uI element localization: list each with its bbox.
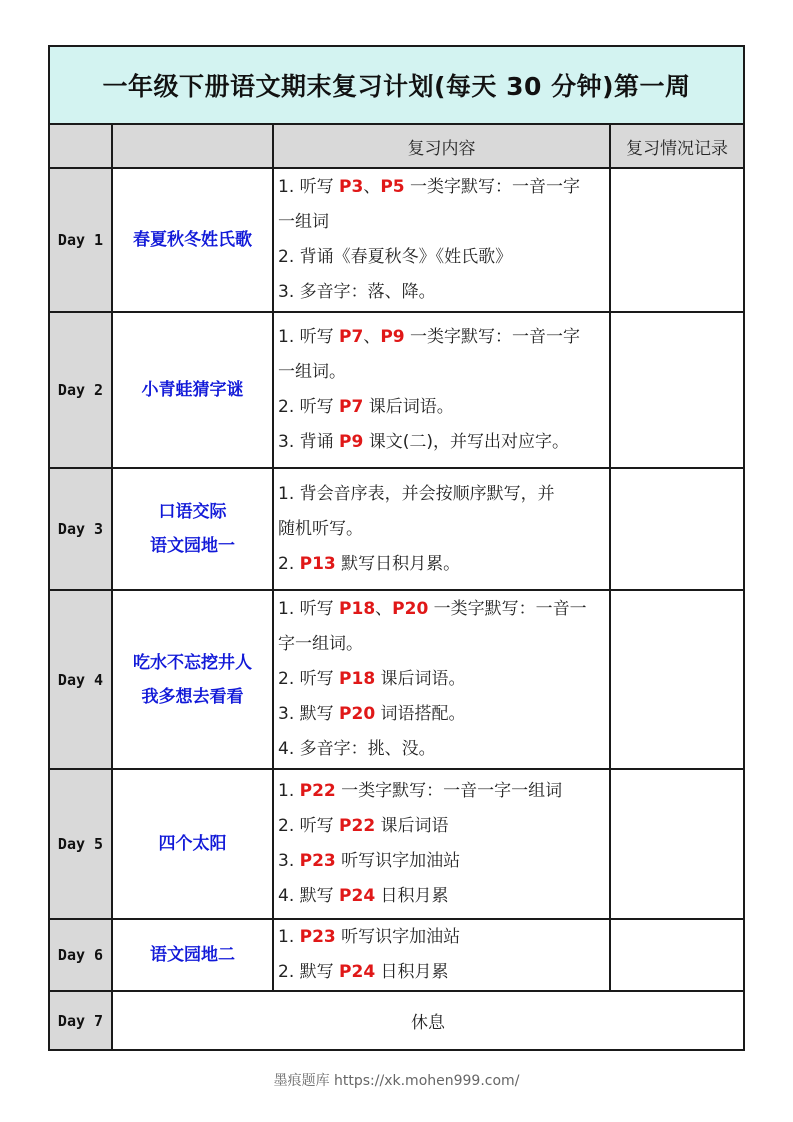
lesson-topic-line: 我多想去看看 xyxy=(141,686,244,707)
day-label: Day 4 xyxy=(50,590,112,769)
day-label: Day 3 xyxy=(50,468,112,590)
page-reference: P24 xyxy=(339,962,376,982)
review-item xyxy=(278,320,605,355)
header-record: 复习情况记录 xyxy=(610,125,743,168)
review-item xyxy=(278,627,605,662)
header-day xyxy=(50,125,112,168)
lesson-topic xyxy=(112,919,273,991)
review-text: 2. xyxy=(278,553,300,574)
review-content xyxy=(273,590,610,769)
review-item xyxy=(278,477,605,512)
review-text: 词语搭配。 xyxy=(375,704,466,724)
review-record-cell[interactable] xyxy=(610,919,743,991)
review-record-cell[interactable] xyxy=(610,312,743,468)
review-content xyxy=(273,769,610,919)
header-content: 复习内容 xyxy=(273,125,610,168)
day-label: Day 2 xyxy=(50,312,112,468)
day-label: Day 6 xyxy=(50,919,112,991)
page-reference: P18 xyxy=(339,669,376,689)
review-content xyxy=(273,468,610,590)
day-row xyxy=(50,590,743,769)
review-content xyxy=(273,919,610,991)
review-record-cell[interactable] xyxy=(610,468,743,590)
review-text: 一类字默写：一音一 xyxy=(428,599,587,619)
review-text: 3. 背诵 xyxy=(278,432,340,452)
review-text: 1. xyxy=(278,927,300,947)
lesson-topic-line: 春夏秋冬姓氏歌 xyxy=(133,230,252,250)
page-reference: P9 xyxy=(380,327,405,347)
review-text: 1. 听写 xyxy=(278,177,340,197)
page-reference: P23 xyxy=(299,851,336,871)
review-item xyxy=(278,662,605,697)
lesson-topic xyxy=(112,590,273,769)
review-text: 1. 听写 xyxy=(278,599,340,619)
page-reference: P9 xyxy=(339,432,364,452)
day-label: Day 5 xyxy=(50,769,112,919)
review-item xyxy=(278,390,605,425)
rest-day-text: 休息 xyxy=(112,991,743,1049)
review-item xyxy=(278,205,605,240)
review-text: 一组词 xyxy=(278,212,329,232)
review-item xyxy=(278,275,605,310)
page-reference: P5 xyxy=(380,177,405,197)
review-item xyxy=(278,732,605,767)
lesson-topic-line: 四个太阳 xyxy=(158,834,227,854)
review-text: 听写识字加油站 xyxy=(335,851,461,871)
review-plan-sheet xyxy=(48,45,745,1051)
review-text: 4. 多音字：挑、没。 xyxy=(278,739,436,759)
review-item xyxy=(278,809,605,844)
review-text: 2. 听写 xyxy=(278,816,340,836)
review-text: 一组词。 xyxy=(278,362,346,382)
review-text: 日积月累 xyxy=(375,886,449,906)
review-item xyxy=(278,774,605,809)
lesson-topic xyxy=(112,468,273,590)
lesson-topic-line: 语文园地二 xyxy=(150,945,235,965)
day-row xyxy=(50,168,743,312)
review-item xyxy=(278,592,605,627)
review-text: 课后词语 xyxy=(375,816,449,836)
review-text: 1. xyxy=(278,781,300,801)
lesson-topic-line: 语文园地一 xyxy=(150,536,235,556)
review-content xyxy=(273,168,610,312)
table-header-row xyxy=(50,125,743,168)
review-item xyxy=(278,879,605,914)
review-item xyxy=(278,512,605,547)
review-text: 听写识字加油站 xyxy=(335,927,461,947)
review-text: 1. 背会音序表，并会按顺序默写，并 xyxy=(278,483,555,504)
review-text: 课文(二)，并写出对应字。 xyxy=(363,432,569,452)
page-reference: P7 xyxy=(339,397,364,417)
page-reference: P24 xyxy=(339,886,376,906)
lesson-topic-line: 吃水不忘挖井人 xyxy=(133,652,252,673)
review-text: 2. 背诵《春夏秋冬》《姓氏歌》 xyxy=(278,247,513,267)
review-item xyxy=(278,425,605,460)
lesson-topic-line: 口语交际 xyxy=(158,502,227,522)
review-text: 一类字默写：一音一字 xyxy=(404,327,581,347)
page-reference: P23 xyxy=(299,927,336,947)
review-text: 、 xyxy=(363,327,381,347)
review-record-cell[interactable] xyxy=(610,590,743,769)
review-table xyxy=(50,125,743,1049)
lesson-topic xyxy=(112,769,273,919)
lesson-topic xyxy=(112,168,273,312)
review-content xyxy=(273,312,610,468)
day-row xyxy=(50,769,743,919)
header-topic xyxy=(112,125,273,168)
lesson-topic-line: 小青蛙猜字谜 xyxy=(141,380,244,400)
review-text: 随机听写。 xyxy=(278,518,363,539)
review-text: 2. 听写 xyxy=(278,669,340,689)
page-title: 一年级下册语文期末复习计划(每天 30 分钟)第一周 xyxy=(50,47,743,125)
review-text: 课后词语。 xyxy=(375,669,466,689)
page-reference: P18 xyxy=(339,599,376,619)
page-reference: P7 xyxy=(339,327,364,347)
page-reference: P20 xyxy=(392,599,429,619)
review-text: 字一组词。 xyxy=(278,634,363,654)
lesson-topic xyxy=(112,312,273,468)
review-item xyxy=(278,955,605,990)
review-item xyxy=(278,844,605,879)
page-reference: P20 xyxy=(339,704,376,724)
review-text: 、 xyxy=(363,177,381,197)
review-item xyxy=(278,697,605,732)
review-text: 日积月累 xyxy=(375,962,449,982)
review-text: 课后词语。 xyxy=(363,397,454,417)
footer-watermark: 墨痕题库 https://xk.mohen999.com/ xyxy=(273,1073,520,1089)
review-text: 4. 默写 xyxy=(278,886,340,906)
review-text: 一类字默写：一音一字 xyxy=(404,177,581,197)
review-text: 3. xyxy=(278,851,300,871)
review-item xyxy=(278,547,605,582)
review-text: 3. 多音字：落、降。 xyxy=(278,282,436,302)
review-item xyxy=(278,240,605,275)
review-item xyxy=(278,170,605,205)
review-text: 1. 听写 xyxy=(278,327,340,347)
page-reference: P3 xyxy=(339,177,364,197)
review-text: 3. 默写 xyxy=(278,704,340,724)
day-label: Day 7 xyxy=(50,991,112,1049)
review-item xyxy=(278,920,605,955)
day-row xyxy=(50,919,743,991)
review-text: 默写日积月累。 xyxy=(335,553,461,574)
review-text: 2. 听写 xyxy=(278,397,340,417)
review-item xyxy=(278,355,605,390)
review-text: 、 xyxy=(375,599,393,619)
review-record-cell[interactable] xyxy=(610,168,743,312)
day-row xyxy=(50,468,743,590)
day-label: Day 1 xyxy=(50,168,112,312)
day-row-rest xyxy=(50,991,743,1049)
page-reference: P22 xyxy=(299,781,336,801)
review-text: 一类字默写：一音一字一组词 xyxy=(335,781,563,801)
page-reference: P13 xyxy=(299,553,336,574)
day-row xyxy=(50,312,743,468)
review-text: 2. 默写 xyxy=(278,962,340,982)
page-reference: P22 xyxy=(339,816,376,836)
review-record-cell[interactable] xyxy=(610,769,743,919)
